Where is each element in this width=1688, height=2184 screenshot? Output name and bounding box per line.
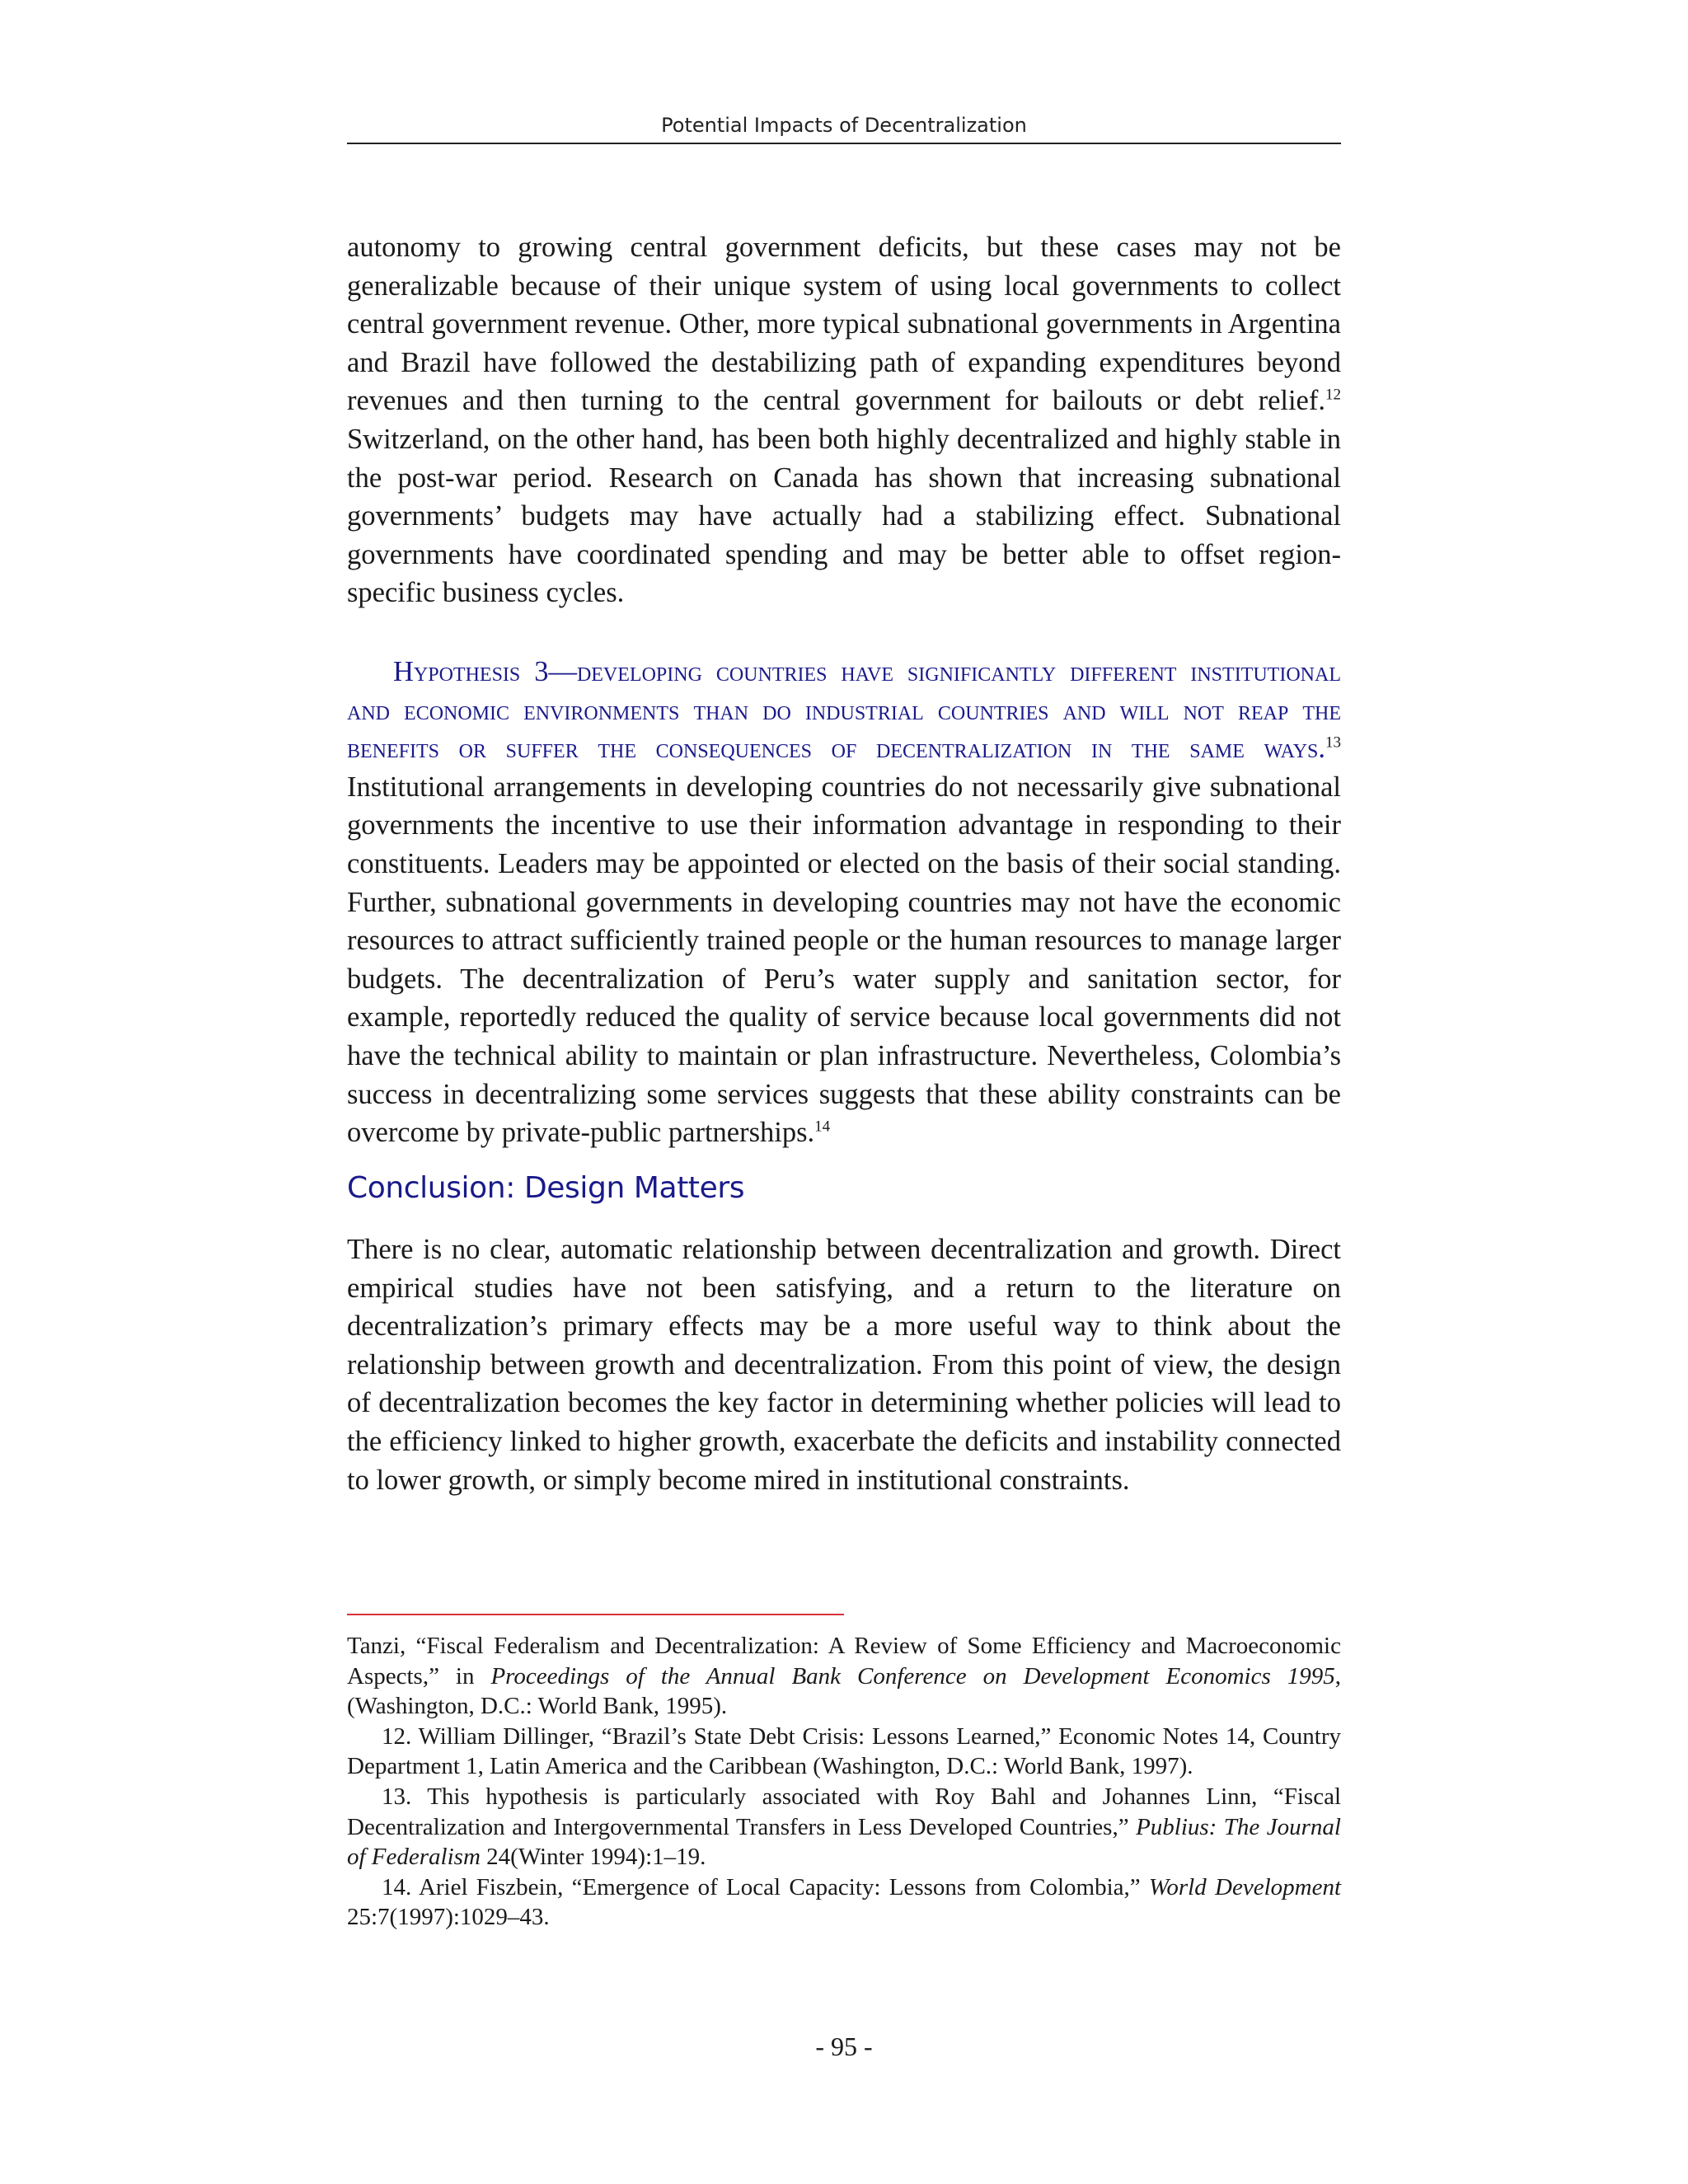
footnote-14-number: 14. bbox=[382, 1873, 412, 1900]
footnote-13-number: 13. bbox=[382, 1783, 412, 1810]
footnote-14: 14. Ariel Fiszbein, “Emergence of Local Capacity: Lessons from Colombia,” World Development 25:7(1997):1029–43. bbox=[347, 1873, 1342, 1931]
paragraph-1 bbox=[347, 228, 1341, 612]
footnote-continued-title: Proceedings of the Annual Bank Conference on Development Economics 1995 bbox=[490, 1662, 1335, 1690]
footnote-rule bbox=[347, 1614, 844, 1615]
footnote-12-number: 12. bbox=[382, 1722, 412, 1750]
page bbox=[347, 0, 1341, 2184]
footnote-ref-12[interactable]: 12 bbox=[1325, 386, 1341, 404]
hypothesis-3-text: Institutional arrangements in developing countries do not necessarily give subnational governments the incentive to use their information advantage in responding to their constituents. Leaders may be appointed or elected on the basis of their social standing. Further, subnational governments in developing countries may not have the economic resources to attract sufficiently trained people or the human resources to manage larger budgets. The decentralization of Peru’s water supply and sanitation sector, for example, reportedly reduced the quality of service because local governments did not have the technical ability to maintain or plan infrastructure. Nevertheless, Colombia’s success in decentralizing some services suggests that these ability constraints can be overcome by private-public partnerships. bbox=[347, 771, 1341, 1149]
footnote-continued: Tanzi, “Fiscal Federalism and Decentralization: A Review of Some Efficiency and Macroeconomic Aspects,” in Proceedings of the Annual Bank Conference on Development Economics 1995, (Washington, D.C.: World Bank, 1995). bbox=[347, 1633, 1341, 1720]
footnote-12: 12. William Dillinger, “Brazil’s State Debt Crisis: Lessons Learned,” Economic Notes 14, Country Department 1, Latin America and the Caribbean (Washington, D.C.: World Bank, 1997). bbox=[347, 1722, 1341, 1780]
hypothesis-3-heading: Hypothesis 3—developing countries have significantly different institutional and economic environments than do industrial countries and will not reap the benefits or suffer the consequences of decentralization in the same ways. bbox=[347, 656, 1341, 765]
section-heading-conclusion: Conclusion: Design Matters bbox=[347, 1171, 745, 1205]
conclusion-paragraph: There is no clear, automatic relationship between decentralization and growth. Direct empirical studies have not been satisfying, and a return to the literature on decentralization’s primary effects may be a more useful way to think about the relationship between growth and decentralization. From this point of view, the design of decentralization becomes the key factor in determining whether policies will lead to the efficiency linked to higher growth, exacerbate the deficits and instability connected to lower growth, or simply become mired in institutional constraints. bbox=[347, 1234, 1341, 1496]
paragraph-1-text-continued: Switzerland, on the other hand, has been both highly decentralized and highly stable in the post-war period. Research on Canada has shown that increasing subnational governments’ budgets may have actually had a stabilizing effect. Subnational governments have coordinated spending and may be better able to offset region-specific business cycles. bbox=[347, 423, 1341, 609]
footnotes bbox=[347, 1631, 1341, 1933]
footnote-13-journal: Publius: The Journal of Federalism bbox=[347, 1813, 1341, 1871]
page-number: - 95 - bbox=[815, 2032, 873, 2061]
paragraph-1-text: autonomy to growing central government deficits, but these cases may not be generalizable because of their unique system of using local governments to collect central government revenue. Other, more typical subnational governments in Argentina and Brazil have followed the destabilizing path of expanding expenditures beyond revenues and then turning to the central government for bailouts or debt relief. bbox=[347, 232, 1341, 417]
hypothesis-3-paragraph bbox=[347, 653, 1341, 1152]
header-rule bbox=[347, 143, 1341, 144]
footnote-13: 13. This hypothesis is particularly associated with Roy Bahl and Johannes Linn, “Fiscal Decentralization and Intergovernmental Transfers in Less Developed Countries,” Publius: The Journal of Federalism 24(Winter 1994):1–19. bbox=[347, 1783, 1341, 1871]
running-header: Potential Impacts of Decentralization bbox=[661, 114, 1027, 137]
footnote-ref-13[interactable]: 13 bbox=[1325, 733, 1341, 752]
footnote-14-journal: World Development bbox=[1148, 1873, 1342, 1900]
footnote-ref-14[interactable]: 14 bbox=[814, 1118, 831, 1136]
